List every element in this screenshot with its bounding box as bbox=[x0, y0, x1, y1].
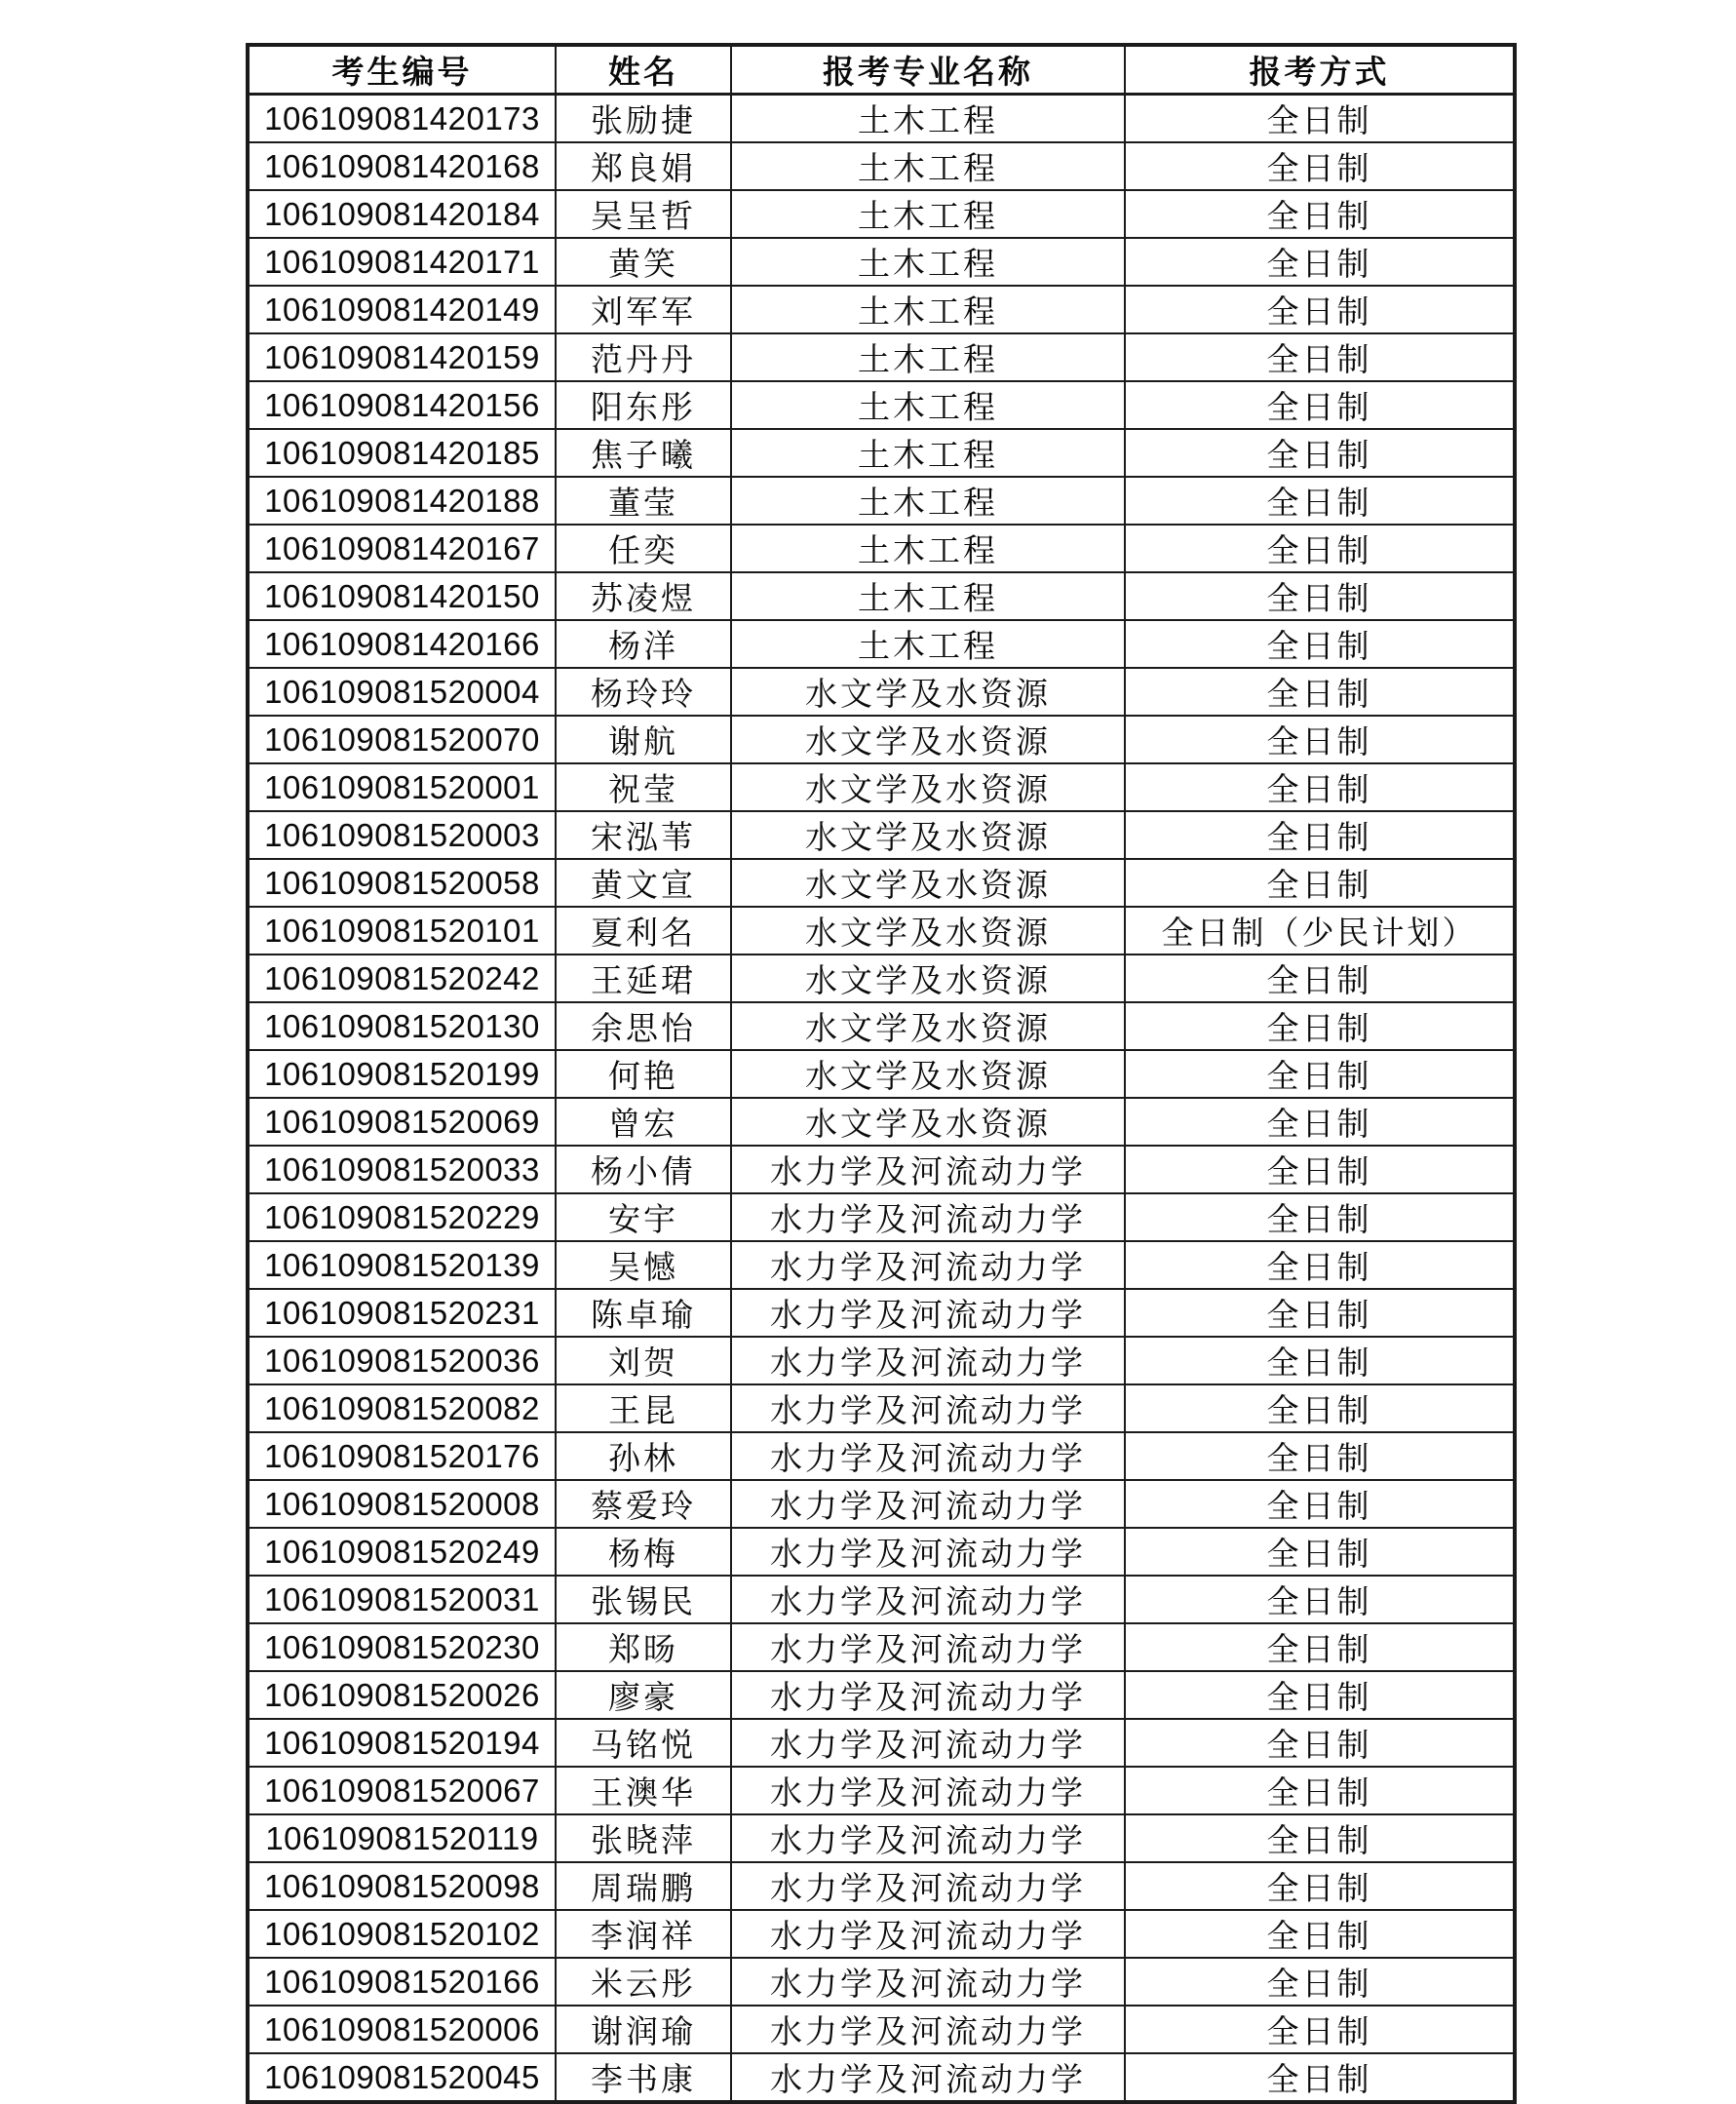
name-cell: 杨玲玲 bbox=[556, 668, 731, 716]
mode-cell: 全日制 bbox=[1125, 1193, 1515, 1241]
candidate-id-cell: 106109081520008 bbox=[248, 1480, 556, 1528]
major-cell: 水力学及河流动力学 bbox=[731, 1432, 1125, 1480]
table-row bbox=[248, 1002, 1515, 1050]
table-row bbox=[248, 620, 1515, 668]
major-cell: 水力学及河流动力学 bbox=[731, 1384, 1125, 1432]
name-cell: 米云彤 bbox=[556, 1958, 731, 2006]
table-header bbox=[248, 45, 1515, 95]
table-row bbox=[248, 1146, 1515, 1193]
name-cell: 任奕 bbox=[556, 525, 731, 572]
mode-cell: 全日制 bbox=[1125, 668, 1515, 716]
candidate-id-cell: 106109081420185 bbox=[248, 429, 556, 477]
major-cell: 水力学及河流动力学 bbox=[731, 2006, 1125, 2053]
candidate-id-cell: 106109081520003 bbox=[248, 811, 556, 859]
major-cell: 水力学及河流动力学 bbox=[731, 1193, 1125, 1241]
major-cell: 水力学及河流动力学 bbox=[731, 1289, 1125, 1337]
major-cell: 土木工程 bbox=[731, 620, 1125, 668]
candidate-id-cell: 106109081420171 bbox=[248, 238, 556, 286]
major-cell: 水文学及水资源 bbox=[731, 716, 1125, 763]
candidate-id-cell: 106109081520045 bbox=[248, 2053, 556, 2102]
candidate-id-cell: 106109081420149 bbox=[248, 286, 556, 333]
mode-cell: 全日制 bbox=[1125, 859, 1515, 907]
mode-cell: 全日制（少民计划） bbox=[1125, 907, 1515, 955]
major-cell: 水文学及水资源 bbox=[731, 1098, 1125, 1146]
table-row bbox=[248, 142, 1515, 190]
mode-cell: 全日制 bbox=[1125, 572, 1515, 620]
name-cell: 孙林 bbox=[556, 1432, 731, 1480]
mode-cell: 全日制 bbox=[1125, 238, 1515, 286]
candidate-id-cell: 106109081520058 bbox=[248, 859, 556, 907]
table-row bbox=[248, 1814, 1515, 1862]
mode-cell: 全日制 bbox=[1125, 763, 1515, 811]
candidate-id-cell: 106109081520006 bbox=[248, 2006, 556, 2053]
name-cell: 余思怡 bbox=[556, 1002, 731, 1050]
candidate-id-cell: 106109081520230 bbox=[248, 1623, 556, 1671]
name-cell: 董莹 bbox=[556, 477, 731, 525]
mode-cell: 全日制 bbox=[1125, 1241, 1515, 1289]
candidate-id-cell: 106109081520194 bbox=[248, 1719, 556, 1767]
candidate-id-cell: 106109081520069 bbox=[248, 1098, 556, 1146]
mode-cell: 全日制 bbox=[1125, 429, 1515, 477]
mode-cell: 全日制 bbox=[1125, 333, 1515, 381]
candidate-id-cell: 106109081520119 bbox=[248, 1814, 556, 1862]
mode-cell: 全日制 bbox=[1125, 1146, 1515, 1193]
major-cell: 水文学及水资源 bbox=[731, 811, 1125, 859]
major-cell: 土木工程 bbox=[731, 286, 1125, 333]
major-cell: 水力学及河流动力学 bbox=[731, 1337, 1125, 1384]
mode-cell: 全日制 bbox=[1125, 1098, 1515, 1146]
mode-cell: 全日制 bbox=[1125, 1337, 1515, 1384]
candidate-id-cell: 106109081420166 bbox=[248, 620, 556, 668]
table-row bbox=[248, 333, 1515, 381]
mode-cell: 全日制 bbox=[1125, 620, 1515, 668]
mode-cell: 全日制 bbox=[1125, 2053, 1515, 2102]
candidate-id-cell: 106109081520166 bbox=[248, 1958, 556, 2006]
name-cell: 吴憾 bbox=[556, 1241, 731, 1289]
mode-cell: 全日制 bbox=[1125, 1623, 1515, 1671]
mode-cell: 全日制 bbox=[1125, 1384, 1515, 1432]
candidate-id-cell: 106109081520242 bbox=[248, 955, 556, 1002]
table-row bbox=[248, 1193, 1515, 1241]
name-cell: 王澳华 bbox=[556, 1767, 731, 1814]
candidate-id-cell: 106109081420167 bbox=[248, 525, 556, 572]
table-body bbox=[248, 95, 1515, 2103]
name-cell: 刘贺 bbox=[556, 1337, 731, 1384]
name-cell: 廖豪 bbox=[556, 1671, 731, 1719]
major-cell: 水力学及河流动力学 bbox=[731, 1241, 1125, 1289]
table-row bbox=[248, 1050, 1515, 1098]
name-cell: 周瑞鹏 bbox=[556, 1862, 731, 1910]
mode-cell: 全日制 bbox=[1125, 1432, 1515, 1480]
name-cell: 蔡爱玲 bbox=[556, 1480, 731, 1528]
name-cell: 焦子曦 bbox=[556, 429, 731, 477]
table-row bbox=[248, 1480, 1515, 1528]
candidate-roster-table bbox=[246, 43, 1517, 2104]
name-cell: 夏利名 bbox=[556, 907, 731, 955]
mode-cell: 全日制 bbox=[1125, 190, 1515, 238]
candidate-id-cell: 106109081520026 bbox=[248, 1671, 556, 1719]
mode-cell: 全日制 bbox=[1125, 1910, 1515, 1958]
major-cell: 水力学及河流动力学 bbox=[731, 2053, 1125, 2102]
name-cell: 杨梅 bbox=[556, 1528, 731, 1576]
mode-cell: 全日制 bbox=[1125, 1671, 1515, 1719]
table-row bbox=[248, 763, 1515, 811]
candidate-id-cell: 106109081420156 bbox=[248, 381, 556, 429]
candidate-id-cell: 106109081520139 bbox=[248, 1241, 556, 1289]
candidate-id-cell: 106109081420188 bbox=[248, 477, 556, 525]
major-cell: 水文学及水资源 bbox=[731, 1050, 1125, 1098]
table-row bbox=[248, 1432, 1515, 1480]
candidate-id-cell: 106109081420159 bbox=[248, 333, 556, 381]
header-mode: 报考方式 bbox=[1125, 45, 1515, 95]
major-cell: 水力学及河流动力学 bbox=[731, 1576, 1125, 1623]
mode-cell: 全日制 bbox=[1125, 286, 1515, 333]
mode-cell: 全日制 bbox=[1125, 142, 1515, 190]
major-cell: 水力学及河流动力学 bbox=[731, 1958, 1125, 2006]
table-row bbox=[248, 1862, 1515, 1910]
major-cell: 水力学及河流动力学 bbox=[731, 1528, 1125, 1576]
candidate-id-cell: 106109081520199 bbox=[248, 1050, 556, 1098]
mode-cell: 全日制 bbox=[1125, 1480, 1515, 1528]
name-cell: 刘军军 bbox=[556, 286, 731, 333]
header-row bbox=[248, 45, 1515, 95]
table-row bbox=[248, 1623, 1515, 1671]
mode-cell: 全日制 bbox=[1125, 525, 1515, 572]
major-cell: 土木工程 bbox=[731, 477, 1125, 525]
mode-cell: 全日制 bbox=[1125, 1719, 1515, 1767]
table-row bbox=[248, 716, 1515, 763]
name-cell: 黄文宣 bbox=[556, 859, 731, 907]
table-row bbox=[248, 1528, 1515, 1576]
candidate-id-cell: 106109081420168 bbox=[248, 142, 556, 190]
major-cell: 水力学及河流动力学 bbox=[731, 1671, 1125, 1719]
name-cell: 范丹丹 bbox=[556, 333, 731, 381]
candidate-id-cell: 106109081520130 bbox=[248, 1002, 556, 1050]
mode-cell: 全日制 bbox=[1125, 381, 1515, 429]
candidate-id-cell: 106109081520036 bbox=[248, 1337, 556, 1384]
name-cell: 杨小倩 bbox=[556, 1146, 731, 1193]
candidate-id-cell: 106109081520033 bbox=[248, 1146, 556, 1193]
table-row bbox=[248, 1098, 1515, 1146]
major-cell: 水力学及河流动力学 bbox=[731, 1146, 1125, 1193]
major-cell: 水力学及河流动力学 bbox=[731, 1719, 1125, 1767]
major-cell: 土木工程 bbox=[731, 142, 1125, 190]
candidate-id-cell: 106109081520229 bbox=[248, 1193, 556, 1241]
header-candidate-id: 考生编号 bbox=[248, 45, 556, 95]
candidate-id-cell: 106109081520101 bbox=[248, 907, 556, 955]
candidate-id-cell: 106109081520102 bbox=[248, 1910, 556, 1958]
table-row bbox=[248, 2006, 1515, 2053]
candidate-id-cell: 106109081520001 bbox=[248, 763, 556, 811]
mode-cell: 全日制 bbox=[1125, 1576, 1515, 1623]
name-cell: 安宇 bbox=[556, 1193, 731, 1241]
table-row bbox=[248, 95, 1515, 143]
table-row bbox=[248, 859, 1515, 907]
name-cell: 张锡民 bbox=[556, 1576, 731, 1623]
table-row bbox=[248, 811, 1515, 859]
name-cell: 张晓萍 bbox=[556, 1814, 731, 1862]
candidate-id-cell: 106109081420184 bbox=[248, 190, 556, 238]
candidate-id-cell: 106109081520249 bbox=[248, 1528, 556, 1576]
header-name: 姓名 bbox=[556, 45, 731, 95]
mode-cell: 全日制 bbox=[1125, 955, 1515, 1002]
mode-cell: 全日制 bbox=[1125, 2006, 1515, 2053]
table-row bbox=[248, 1289, 1515, 1337]
mode-cell: 全日制 bbox=[1125, 1002, 1515, 1050]
major-cell: 水文学及水资源 bbox=[731, 955, 1125, 1002]
mode-cell: 全日制 bbox=[1125, 1958, 1515, 2006]
table-row bbox=[248, 1241, 1515, 1289]
name-cell: 王延珺 bbox=[556, 955, 731, 1002]
table-row bbox=[248, 1671, 1515, 1719]
table-row bbox=[248, 2053, 1515, 2102]
name-cell: 何艳 bbox=[556, 1050, 731, 1098]
candidate-id-cell: 106109081520031 bbox=[248, 1576, 556, 1623]
major-cell: 水文学及水资源 bbox=[731, 668, 1125, 716]
mode-cell: 全日制 bbox=[1125, 1289, 1515, 1337]
table-row bbox=[248, 955, 1515, 1002]
mode-cell: 全日制 bbox=[1125, 95, 1515, 143]
table-row bbox=[248, 190, 1515, 238]
name-cell: 李书康 bbox=[556, 2053, 731, 2102]
table-row bbox=[248, 1337, 1515, 1384]
name-cell: 王昆 bbox=[556, 1384, 731, 1432]
candidate-id-cell: 106109081520070 bbox=[248, 716, 556, 763]
table-row bbox=[248, 1767, 1515, 1814]
name-cell: 李润祥 bbox=[556, 1910, 731, 1958]
major-cell: 土木工程 bbox=[731, 95, 1125, 143]
major-cell: 土木工程 bbox=[731, 429, 1125, 477]
major-cell: 土木工程 bbox=[731, 238, 1125, 286]
mode-cell: 全日制 bbox=[1125, 477, 1515, 525]
major-cell: 水力学及河流动力学 bbox=[731, 1910, 1125, 1958]
major-cell: 水文学及水资源 bbox=[731, 907, 1125, 955]
candidate-id-cell: 106109081520082 bbox=[248, 1384, 556, 1432]
name-cell: 谢润瑜 bbox=[556, 2006, 731, 2053]
table-row bbox=[248, 238, 1515, 286]
major-cell: 土木工程 bbox=[731, 525, 1125, 572]
table-row bbox=[248, 429, 1515, 477]
name-cell: 宋泓苇 bbox=[556, 811, 731, 859]
mode-cell: 全日制 bbox=[1125, 1528, 1515, 1576]
candidate-id-cell: 106109081420173 bbox=[248, 95, 556, 143]
table-row bbox=[248, 907, 1515, 955]
mode-cell: 全日制 bbox=[1125, 1050, 1515, 1098]
name-cell: 阳东彤 bbox=[556, 381, 731, 429]
candidate-id-cell: 106109081520231 bbox=[248, 1289, 556, 1337]
major-cell: 土木工程 bbox=[731, 572, 1125, 620]
table-row bbox=[248, 525, 1515, 572]
table-row bbox=[248, 572, 1515, 620]
major-cell: 土木工程 bbox=[731, 190, 1125, 238]
name-cell: 郑旸 bbox=[556, 1623, 731, 1671]
candidate-id-cell: 106109081520004 bbox=[248, 668, 556, 716]
name-cell: 陈卓瑜 bbox=[556, 1289, 731, 1337]
table-row bbox=[248, 1958, 1515, 2006]
table-row bbox=[248, 477, 1515, 525]
name-cell: 苏凌煜 bbox=[556, 572, 731, 620]
mode-cell: 全日制 bbox=[1125, 811, 1515, 859]
name-cell: 张励捷 bbox=[556, 95, 731, 143]
table-row bbox=[248, 1910, 1515, 1958]
name-cell: 吴呈哲 bbox=[556, 190, 731, 238]
major-cell: 水文学及水资源 bbox=[731, 1002, 1125, 1050]
name-cell: 马铭悦 bbox=[556, 1719, 731, 1767]
major-cell: 水力学及河流动力学 bbox=[731, 1623, 1125, 1671]
mode-cell: 全日制 bbox=[1125, 1767, 1515, 1814]
candidate-id-cell: 106109081520176 bbox=[248, 1432, 556, 1480]
table-row bbox=[248, 1384, 1515, 1432]
major-cell: 土木工程 bbox=[731, 381, 1125, 429]
candidate-id-cell: 106109081420150 bbox=[248, 572, 556, 620]
major-cell: 土木工程 bbox=[731, 333, 1125, 381]
mode-cell: 全日制 bbox=[1125, 1814, 1515, 1862]
name-cell: 郑良娟 bbox=[556, 142, 731, 190]
name-cell: 谢航 bbox=[556, 716, 731, 763]
name-cell: 曾宏 bbox=[556, 1098, 731, 1146]
major-cell: 水力学及河流动力学 bbox=[731, 1480, 1125, 1528]
major-cell: 水力学及河流动力学 bbox=[731, 1767, 1125, 1814]
table-row bbox=[248, 1576, 1515, 1623]
candidate-id-cell: 106109081520067 bbox=[248, 1767, 556, 1814]
mode-cell: 全日制 bbox=[1125, 1862, 1515, 1910]
major-cell: 水文学及水资源 bbox=[731, 763, 1125, 811]
table-row bbox=[248, 286, 1515, 333]
major-cell: 水力学及河流动力学 bbox=[731, 1814, 1125, 1862]
table-row bbox=[248, 381, 1515, 429]
table-row bbox=[248, 1719, 1515, 1767]
mode-cell: 全日制 bbox=[1125, 716, 1515, 763]
major-cell: 水文学及水资源 bbox=[731, 859, 1125, 907]
name-cell: 黄笑 bbox=[556, 238, 731, 286]
major-cell: 水力学及河流动力学 bbox=[731, 1862, 1125, 1910]
name-cell: 杨洋 bbox=[556, 620, 731, 668]
header-major: 报考专业名称 bbox=[731, 45, 1125, 95]
candidate-id-cell: 106109081520098 bbox=[248, 1862, 556, 1910]
table-row bbox=[248, 668, 1515, 716]
name-cell: 祝莹 bbox=[556, 763, 731, 811]
